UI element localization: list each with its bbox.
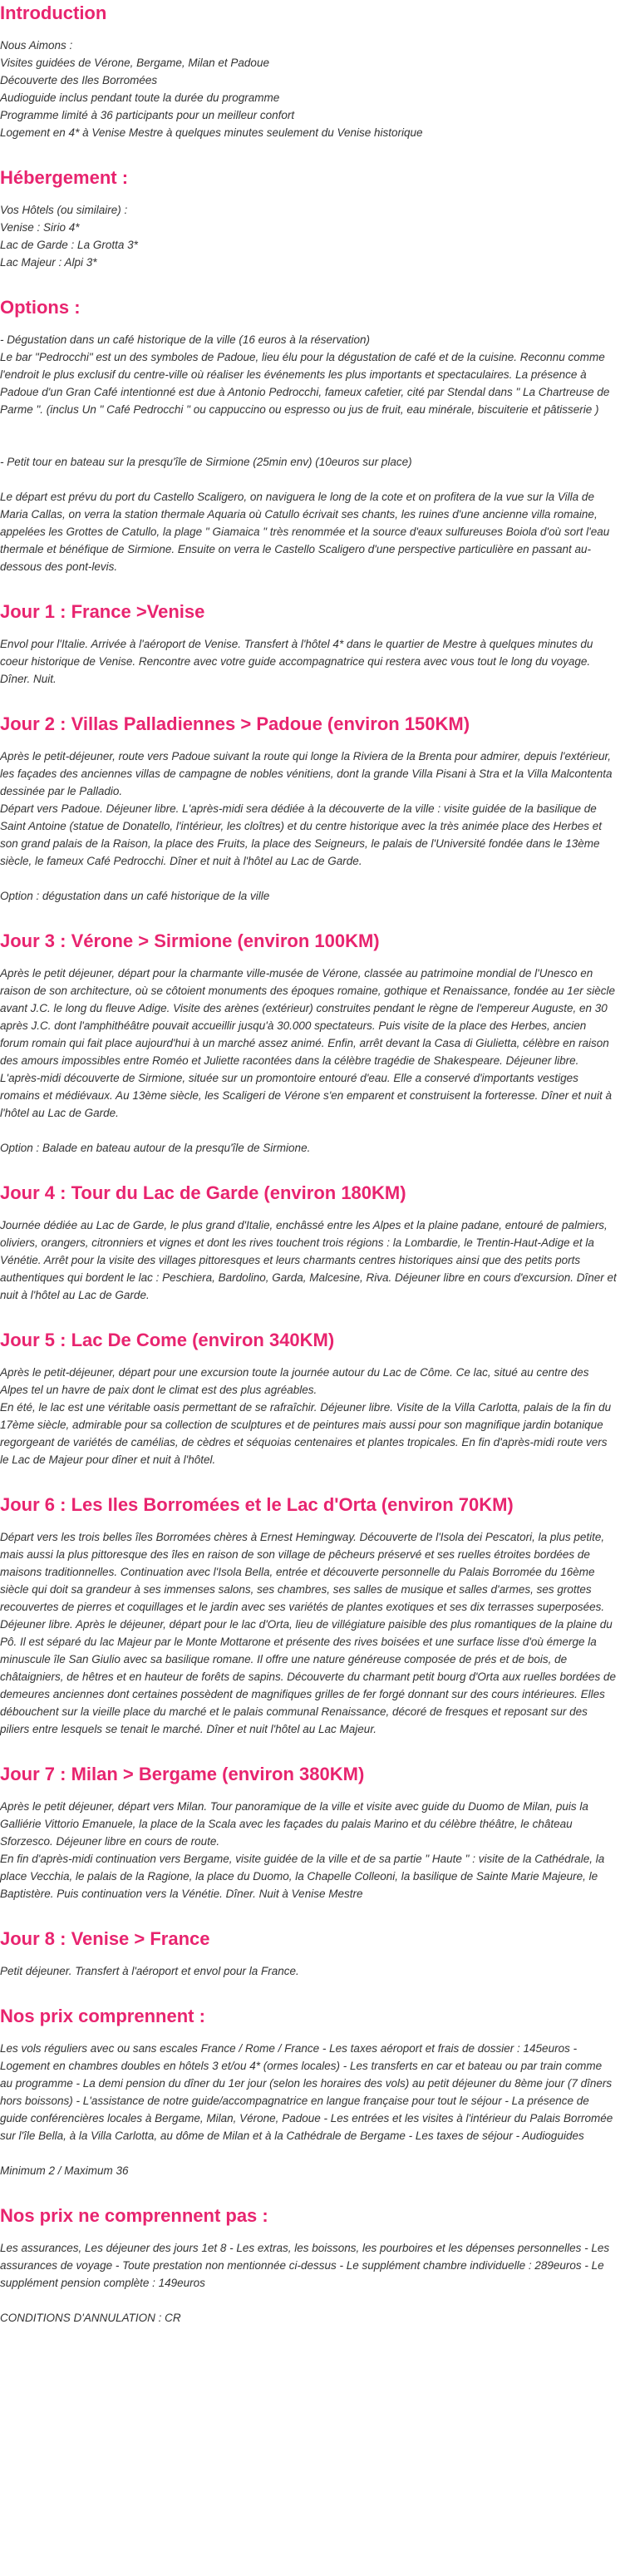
day-title: Jour 2 : Villas Palladiennes > Padoue (environ 150KM): [0, 713, 470, 734]
prix-ne-comprend-title: Nos prix ne comprennent pas :: [0, 2205, 268, 2226]
day-title: Jour 8 : Venise > France: [0, 1928, 210, 1949]
intro-title: Introduction: [0, 2, 107, 23]
conditions-annulation: CONDITIONS D'ANNULATION : CR: [0, 2312, 181, 2324]
day-text: Envol pour l'Italie. Arrivée à l'aéroport de Venise. Transfert à l'hôtel 4* dans le quartier de Mestre à quelques minutes du coeur historique de Venise. Rencontre avec votre guide accompagnatrice qui restera avec vous tout le long du voyage. Dîner. Nuit.: [0, 638, 593, 685]
day-text: Après le petit déjeuner, départ vers Milan. Tour panoramique de la ville et visite avec guide du Duomo de Milan, puis la Galliérie Vittorio Emanuele, la place de la Scala avec les façades du palais Marino et du célèbre théâtre, le château Sforzesco. Déjeuner libre en cours de route. En fin d'après-midi continuation vers Bergame, visite guidée de la ville et de sa partie " Haute " : visite de la Cathédrale, la place Vecchia, le palais de la Ragione, la place du Duomo, la Chapelle Colleoni, la basilique de Sainte Marie Majeure, le Baptistère. Puis continuation vers la Vénétie. Dîner. Nuit à Venise Mestre: [0, 1800, 605, 1900]
hebergement-line: Lac Majeur : Alpi 3*: [0, 256, 97, 269]
day-title: Jour 5 : Lac De Come (environ 340KM): [0, 1330, 335, 1350]
hebergement-list: [0, 201, 617, 271]
prix-comprend-section: [0, 2005, 617, 2179]
hebergement-line: Lac de Garde : La Grotta 3*: [0, 239, 138, 251]
options-section: [0, 296, 617, 575]
day-3-section: [0, 930, 617, 1157]
day-title: Jour 4 : Tour du Lac de Garde (environ 180KM): [0, 1182, 406, 1203]
day-option: Option : Balade en bateau autour de la presqu'île de Sirmione.: [0, 1142, 311, 1154]
day-option: Option : dégustation dans un café historique de la ville: [0, 890, 270, 902]
day-text: Après le petit déjeuner, départ pour la charmante ville-musée de Vérone, classée au patrimoine mondial de l'Unesco en raison de son architecture, où se côtoient monuments des époques romaine, gothique et Renaissance, fondée au 1er siècle avant J.C. le long du fleuve Adige. Visite des arènes (extérieur) construites pendant le règne de l'empereur Auguste, en 30 après J.C. dont l'amphithéâtre pouvait accueillir jusqu'à 30.000 spectateurs. Puis visite de la place des Herbes, ancien forum romain qui fait place aujourd'hui à un marché assez animé. Enfin, arrêt devant la Casa di Giulietta, célèbre en raison des amours impossibles entre Roméo et Juliette racontées dans la célèbre tragédie de Shakespeare. Déjeuner libre. L'après-midi découverte de Sirmione, située sur un promontoire entouré d'eau. Elle a conservé d'importants vestiges romains et médiévaux. Au 13ème siècle, les Scaligeri de Vérone s'en emparent et construisent la forteresse. Dîner et nuit à l'hôtel au Lac de Garde.: [0, 967, 615, 1119]
program-document: [0, 2, 630, 2327]
hebergement-title: Hébergement :: [0, 167, 129, 188]
day-8-section: [0, 1927, 617, 1980]
prix-comprend-text: Les vols réguliers avec ou sans escales France / Rome / France - Les taxes aéroport et frais de dossier : 145euros - Logement en chambres doubles en hôtels 3 et/ou 4* (ormes locales) - Les transferts en car et bateau ou par train comme au programme - La demi pension du dîner du 1er jour (selon les horaires des vols) au petit déjeuner du 8ème jour (7 dîners hors boissons) - L'assistance de notre guide/accompagnatrice en langue française pour tout le séjour - La présence de guide conférencières locales à Bergame, Milan, Vérone, Padoue - Les entrées et les visites à l'intérieur du Palais Borromée sur l'île Bella, à la Villa Carlotta, au dôme de Milan et à la Cathédrale de Bergame - Les taxes de séjour - Audioguides: [0, 2042, 613, 2142]
day-title: Jour 6 : Les Iles Borromées et le Lac d'Orta (environ 70KM): [0, 1494, 514, 1515]
options-title: Options :: [0, 297, 81, 318]
option1-heading: - Dégustation dans un café historique de la ville (16 euros à la réservation): [0, 333, 370, 346]
intro-line: Nous Aimons :: [0, 39, 73, 52]
day-4-section: [0, 1182, 617, 1304]
intro-line: Programme limité à 36 participants pour un meilleur confort: [0, 109, 295, 121]
day-text: Journée dédiée au Lac de Garde, le plus grand d'Italie, enchâssé entre les Alpes et la plaine padane, entouré de palmiers, oliviers, orangers, citronniers et vignes et dont les rives touchent trois régions : la Lombardie, le Trentin-Haut-Adige et la Vénétie. Arrêt pour la visite des villages pittoresques et leurs charmants centres historiques ainsi que des petits ports authentiques qui bordent le lac : Peschiera, Bardolino, Garda, Malcesine, Riva. Déjeuner libre en cours d'excursion. Dîner et nuit à l'hôtel au Lac de Garde.: [0, 1219, 617, 1301]
intro-section: [0, 2, 617, 141]
day-6-section: [0, 1493, 617, 1738]
hebergement-section: [0, 166, 617, 271]
day-1-section: [0, 600, 617, 688]
option2-heading: - Petit tour en bateau sur la presqu'île de Sirmione (25min env) (10euros sur place): [0, 456, 412, 468]
day-text: Après le petit-déjeuner, départ pour une excursion toute la journée autour du Lac de Côme. Ce lac, situé au centre des Alpes tel un havre de paix dont le climat est des plus agréables. En été, le lac est une véritable oasis permettant de se rafraîchir. Déjeuner libre. Visite de la Villa Carlotta, palais de la fin du 17ème siècle, admirable pour sa collection de sculptures et de peintures mais aussi pour son magnifique jardin botanique regorgeant de variétés de camélias, de cèdres et séquoias centenaires et plantes tropicales. En fin d'après-midi route vers le Lac de Majeur pour dîner et nuit à l'hôtel.: [0, 1366, 612, 1466]
prix-comprend-title: Nos prix comprennent :: [0, 2006, 205, 2026]
day-title: Jour 1 : France >Venise: [0, 601, 205, 622]
day-text: Petit déjeuner. Transfert à l'aéroport et envol pour la France.: [0, 1965, 299, 1977]
option2-text: Le départ est prévu du port du Castello Scaligero, on naviguera le long de la cote et on profitera de la vue sur la Villa de Maria Callas, on verra la station thermale Aquaria où Catullo écrivait ses chants, les ruines d'une ancienne villa romaine, appelées les Grottes de Catullo, la plage " Giamaica " très renommée et la source d'eaux sulfureuses Boiola d'où sort l'eau thermale et bénéfique de Sirmione. Ensuite on verra le Castello Scaligero d'une perspective particulière en passant au-dessous des pont-levis.: [0, 491, 610, 573]
hebergement-line: Venise : Sirio 4*: [0, 221, 80, 234]
prix-ne-comprend-text: Les assurances, Les déjeuner des jours 1et 8 - Les extras, les boissons, les pourboires et les dépenses personnelles - Les assurances de voyage - Toute prestation non mentionnée ci-dessus - Le supplément chambre individuelle : 289euros - Le supplément pension complète : 149euros: [0, 2242, 610, 2289]
option1-text: Le bar "Pedrocchi" est un des symboles de Padoue, lieu élu pour la dégustation de café et de la cuisine. Reconnu comme l'endroit le plus exclusif du centre-ville où réaliser les événements les plus importants et spectaculaires. La présence à Padoue d'un Gran Café intentionné est due à Antonio Pedrocchi, fameux cafetier, cité par Stendal dans " La Chartreuse de Parme ". (inclus Un " Café Pedrocchi " ou cappuccino ou espresso ou jus de fruit, eau minérale, biscuiterie et pâtisserie ): [0, 351, 610, 416]
day-text: Après le petit-déjeuner, route vers Padoue suivant la route qui longe la Riviera de la Brenta pour admirer, depuis l'extérieur, les façades des anciennes villas de campagne de nobles vénitiens, dont la grande Villa Pisani à Stra et la Villa Malcontenta dessinée par le Palladio. Départ vers Padoue. Déjeuner libre. L'après-midi sera dédiée à la découverte de la ville : visite guidée de la basilique de Saint Antoine (statue de Donatello, l'intérieur, les cloîtres) et du centre historique avec la très animée place des Herbes et son grand palais de la Raison, la place des Fruits, la place des Seigneurs, le palais de l'Université fondée dans le 13ème siècle, le fameux Café Pedrocchi. Dîner et nuit à l'hôtel au Lac de Garde.: [0, 750, 613, 867]
day-2-section: [0, 713, 617, 905]
day-title: Jour 7 : Milan > Bergame (environ 380KM): [0, 1764, 365, 1784]
intro-line: Visites guidées de Vérone, Bergame, Milan et Padoue: [0, 57, 269, 69]
prix-ne-comprend-section: [0, 2204, 617, 2327]
day-text: Départ vers les trois belles îles Borromées chères à Ernest Hemingway. Découverte de l'Isola dei Pescatori, la plus petite, mais aussi la plus pittoresque des îles en raison de son village de pêcheurs préservé et ses ruelles étroites bordées de maisons traditionnelles. Continuation avec l'Isola Bella, entrée et découverte personnelle du Palais Borromée du 16ème siècle qui doit sa grandeur à ses immenses salons, ses chambres, ses salles de musique et salles d'armes, ses grottes recouvertes de pierres et coquillages et le jardin avec ses variétés de plantes exotiques et ses dix terrasses superposées. Déjeuner libre. Après le déjeuner, départ pour le lac d'Orta, lieu de villégiature paisible des plus romantiques de la plaine du Pô. Il est séparé du lac Majeur par le Monte Mottarone et présente des rives boisées et une surface lisse d'où émerge la minuscule île San Giulio avec sa basilique romane. Il offre une nature généreuse composée de prés et de bois, de châtaigniers, de hêtres et en hauteur de forêts de sapins. Découverte du charmant petit bourg d'Orta aux ruelles bordées de demeures anciennes dont certaines possèdent de magnifiques grilles de fer forgé donnant sur des cours intérieures. Elles débouchent sur la vieille place du marché et le palais communal Renaissance, décoré de fresques et reposant sur des piliers entre lesquels se tenait le marché. Dîner et nuit l'hôtel au Lac Majeur.: [0, 1531, 617, 1735]
intro-list: [0, 37, 617, 141]
day-7-section: [0, 1763, 617, 1902]
intro-line: Découverte des Iles Borromées: [0, 74, 158, 86]
intro-line: Logement en 4* à Venise Mestre à quelques minutes seulement du Venise historique: [0, 126, 423, 139]
day-title: Jour 3 : Vérone > Sirmione (environ 100KM): [0, 930, 380, 951]
participants-minmax: Minimum 2 / Maximum 36: [0, 2164, 129, 2177]
day-5-section: [0, 1329, 617, 1468]
intro-line: Audioguide inclus pendant toute la durée du programme: [0, 91, 280, 104]
hebergement-line: Vos Hôtels (ou similaire) :: [0, 204, 128, 216]
